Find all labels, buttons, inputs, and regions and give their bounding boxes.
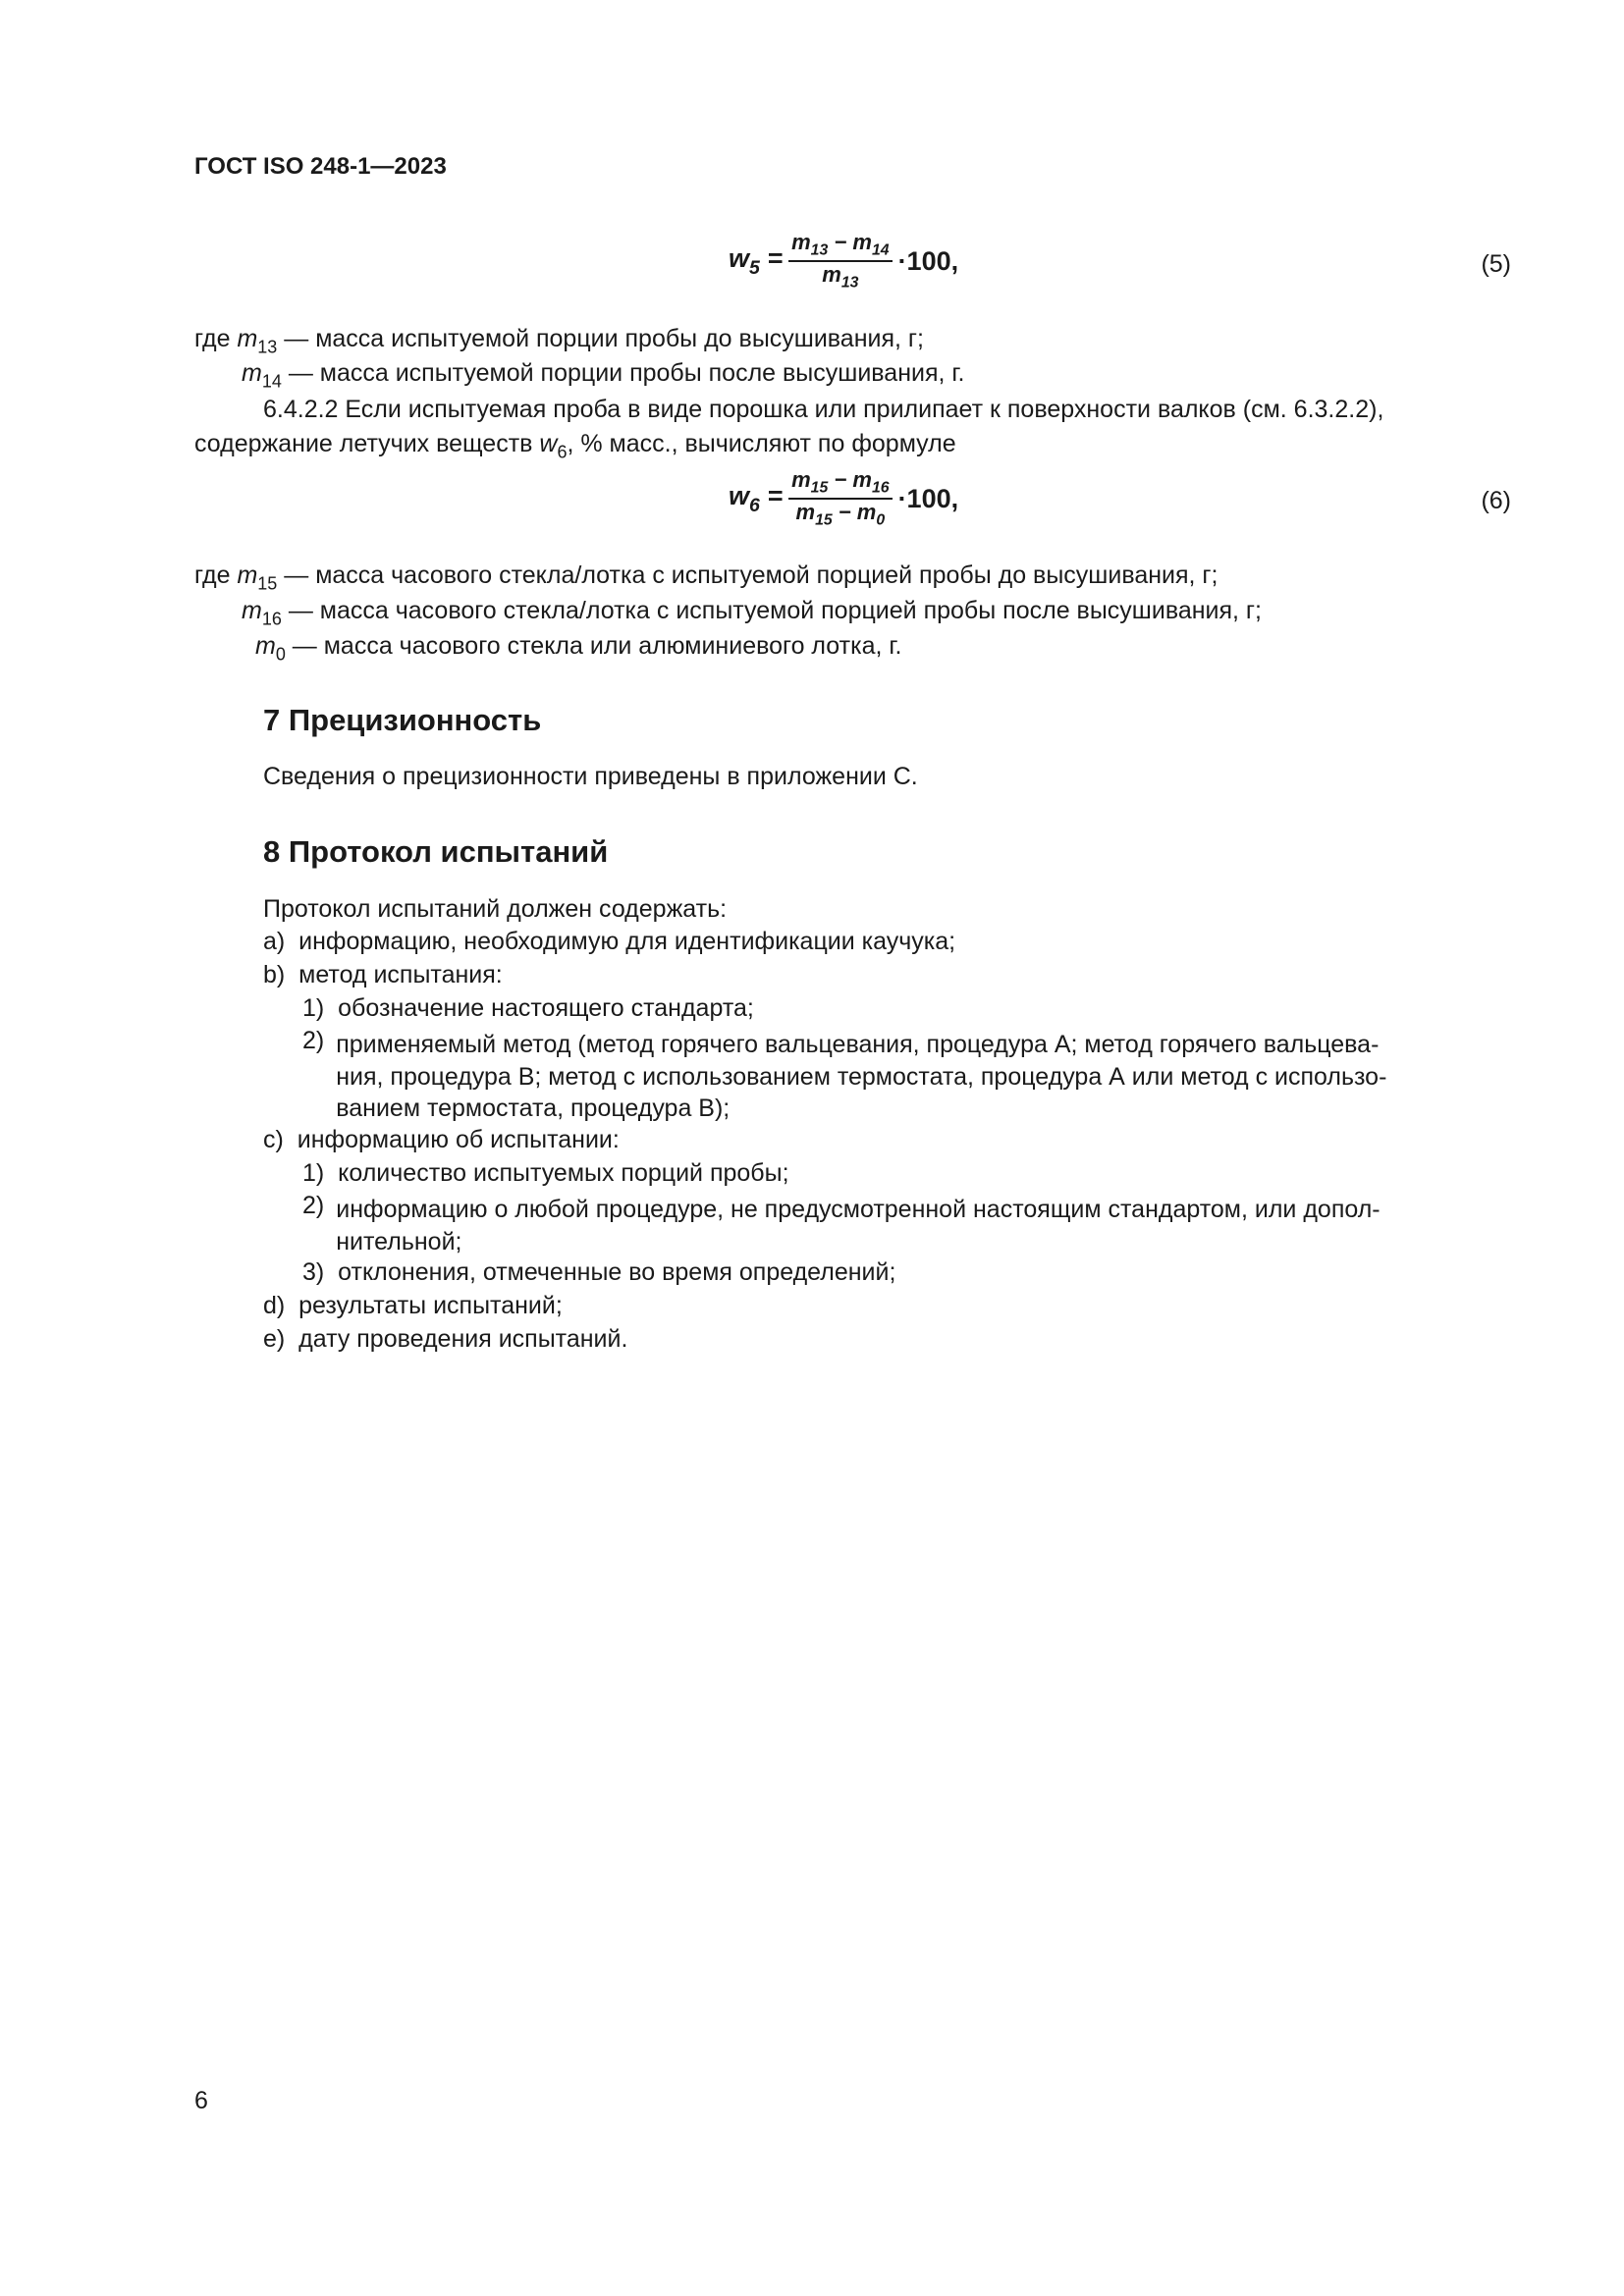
list-text: количество испытуемых порций пробы; [338,1159,789,1187]
where-var: m [242,597,262,624]
section-8-intro: Протокол испытаний должен содержать: [263,895,728,923]
formula-6-num-op: − [834,467,847,492]
formula-6-lhs-var: w [729,480,750,510]
list-text: результаты испытаний; [298,1292,563,1319]
where-prefix: где [194,325,231,352]
list-text: обозначение настоящего стандарта; [338,994,754,1022]
where-var: m [242,359,262,387]
formula-5-numerator [788,232,892,262]
formula-6-den-sub: 0 [876,511,886,529]
list-item-d [263,1294,563,1318]
formula-5: $w_5$ = $\frac{m_{13} - m_{14}}{m_{13}}$ ·100, [729,230,959,292]
list-item-c2 [302,1194,1512,1257]
formula-5-number: (5) [1481,250,1511,278]
list-text: дату проведения испытаний. [298,1325,628,1353]
list-text: применяемый метод (метод горячего вальцевания, процедура А; метод горячего вальцева- ния, процедура В; метод с использованием термостата, процедура А или метод с использо- ванием термостата, процедура В); [336,1031,1387,1122]
list-label: 1) [302,994,325,1022]
section-8-title: 8 Протокол испытаний [263,834,609,869]
where-sub: 0 [275,644,286,665]
list-text: отклонения, отмеченные во время определений; [338,1258,896,1286]
paragraph-text: содержание летучих веществ [194,430,533,457]
list-label: e) [263,1325,286,1353]
list-text: информацию, необходимую для идентификации каучука; [298,928,956,955]
formula-5-tail: ·100, [897,245,959,276]
formula-6-den-op: − [838,500,851,525]
formula-6-denominator [796,500,886,528]
section-7-title: 7 Прецизионность [263,703,542,737]
formula-6-number: (6) [1481,487,1511,514]
where-line [194,563,1218,592]
where-var: m [255,632,276,660]
formula-5-fraction [788,232,892,292]
paragraph-6422-line1: 6.4.2.2 Если испытуемая проба в виде порошка или прилипает к поверхности валков (см. 6.3.2.2), [263,396,1384,423]
list-item-b2 [302,1029,1512,1125]
formula-6-fraction [788,469,892,529]
where-sub: 13 [257,337,278,357]
paragraph-sub: 6 [557,442,568,462]
formula-6-num-var: m [791,467,811,492]
where-text: — масса испытуемой порции пробы после высушивания, г. [288,359,965,387]
formula-5-lhs-var: w [729,242,750,273]
formula-5-lhs-sub: 5 [749,256,760,279]
formula-5-den-sub: 13 [840,274,859,292]
formula-5-num-sub: 14 [871,241,890,259]
paragraph-var: w [539,430,558,457]
list-item-e [263,1327,627,1352]
formula-5-denominator [822,262,858,291]
list-label: 3) [302,1258,325,1286]
where-sub: 15 [257,573,278,594]
formula-6-lhs-sub: 6 [749,494,760,516]
page-number: 6 [194,2087,208,2114]
where-text: — масса испытуемой порции пробы до высушивания, г; [284,325,924,352]
formula-5-num-var: m [791,230,811,254]
where-line [242,599,1262,627]
where-var: m [237,561,258,589]
list-label: d) [263,1292,286,1319]
list-label: a) [263,928,286,955]
list-label: c) [263,1126,284,1153]
formula-5-num-op: − [834,230,847,254]
list-item-c [263,1128,620,1152]
where-text: — масса часового стекла или алюминиевого лотка, г. [292,632,902,660]
where-line [255,634,901,663]
list-label: b) [263,961,286,988]
where-var: m [237,325,258,352]
where-prefix: где [194,561,231,589]
paragraph-6422-line2 [194,432,956,460]
paragraph-text: , % масс., вычисляют по формуле [567,430,956,457]
formula-6-num-sub: 16 [871,479,890,497]
where-line [194,327,924,355]
list-label: 1) [302,1159,325,1187]
where-text: — масса часового стекла/лотка с испытуемой порцией пробы до высушивания, г; [284,561,1218,589]
formula-5-den-var: m [822,262,841,288]
where-text: — масса часового стекла/лотка с испытуемой порцией пробы после высушивания, г; [288,597,1262,624]
list-item-b [263,963,503,988]
list-text: метод испытания: [298,961,503,988]
document-header: ГОСТ ISO 248-1—2023 [194,153,447,180]
list-label: 2) [302,1192,325,1219]
where-sub: 16 [261,609,282,629]
section-7-text: Сведения о прецизионности приведены в приложении С. [263,763,918,790]
formula-6: $w_6$ = $\frac{m_{15} - m_{16}}{m_{15} - m_0}$ ·100, [729,467,959,529]
formula-5-num-sub: 13 [810,241,829,259]
where-line [242,361,964,390]
list-label: 2) [302,1027,325,1054]
list-item-b1 [302,996,754,1021]
formula-6-den-var: m [795,500,816,525]
list-item-c1 [302,1161,789,1186]
formula-6-num-var: m [852,467,872,492]
formula-6-den-var: m [856,500,877,525]
list-item-a [263,930,955,954]
formula-6-num-sub: 15 [810,479,829,497]
formula-6-den-sub: 15 [815,511,833,529]
list-item-c3 [302,1260,895,1285]
formula-6-tail: ·100, [897,483,959,513]
list-text: информацию о любой процедуре, не предусмотренной настоящим стандартом, или допол- нительной; [336,1196,1380,1255]
formula-6-numerator [788,469,892,500]
list-text: информацию об испытании: [297,1126,620,1153]
where-sub: 14 [261,371,282,392]
formula-5-num-var: m [852,230,872,254]
